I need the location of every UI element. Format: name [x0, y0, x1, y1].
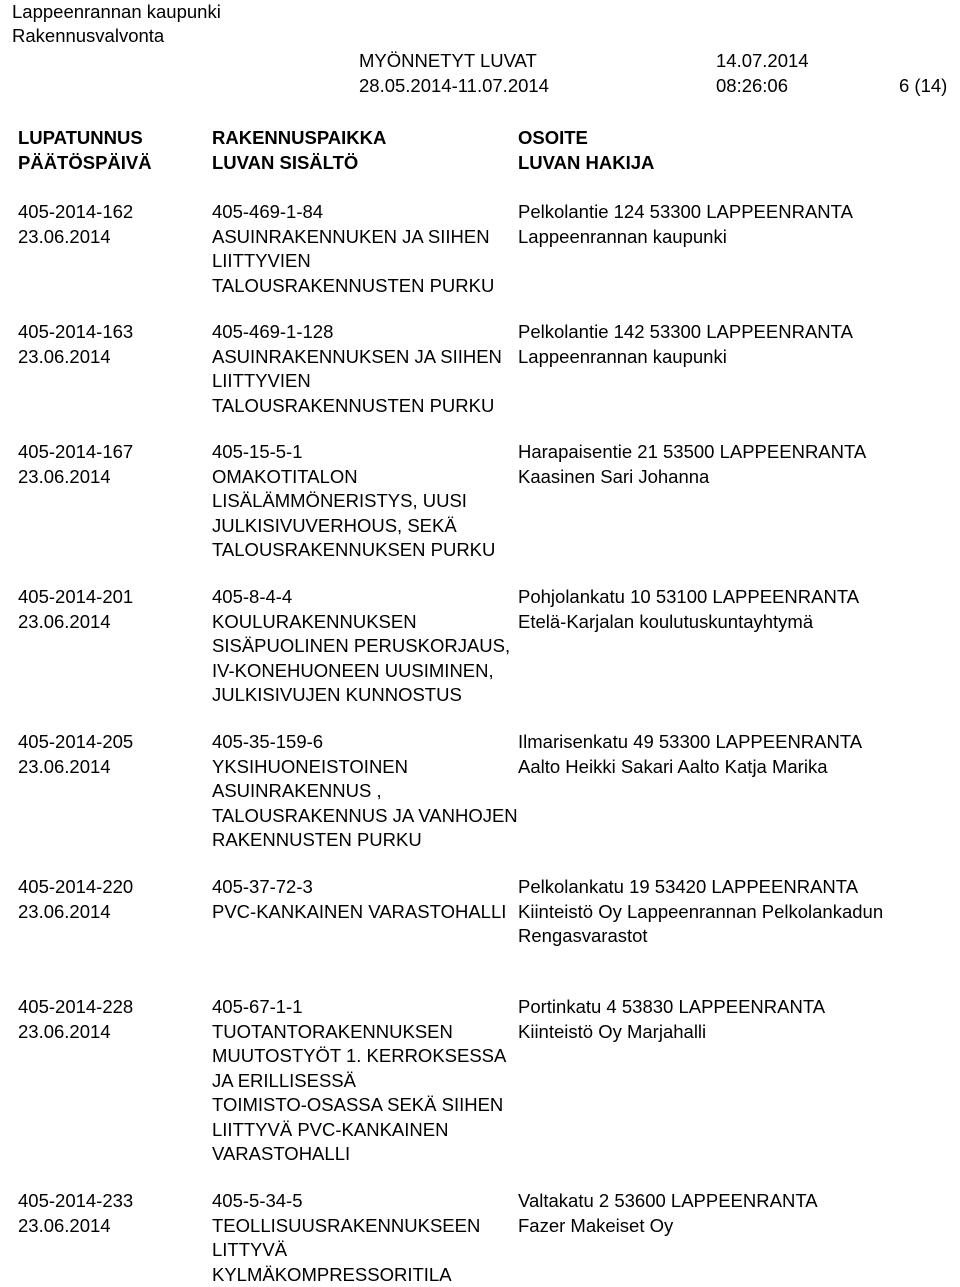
permit-content-line: JULKISIVUJEN KUNNOSTUS: [212, 683, 510, 708]
permit-site-cell: [212, 1189, 480, 1287]
decision-date: 23.06.2014: [18, 610, 133, 635]
building-site: 405-67-1-1: [212, 995, 506, 1020]
address: Ilmarisenkatu 49 53300 LAPPEENRANTA: [518, 730, 862, 755]
permit-content-line: JA ERILLISESSÄ: [212, 1069, 506, 1094]
page-number: 6 (14): [899, 74, 947, 99]
permit-id-cell: [18, 320, 133, 369]
permit-address-cell: [518, 440, 866, 489]
building-site: 405-469-1-128: [212, 320, 502, 345]
column-header-permit-content: LUVAN SISÄLTÖ: [212, 151, 386, 176]
applicant-line: Kaasinen Sari Johanna: [518, 465, 866, 490]
building-site: 405-35-159-6: [212, 730, 518, 755]
permit-content-line: TALOUSRAKENNUS JA VANHOJEN: [212, 804, 518, 829]
decision-date: 23.06.2014: [18, 1214, 133, 1239]
building-site: 405-37-72-3: [212, 875, 506, 900]
applicant-line: Lappeenrannan kaupunki: [518, 225, 853, 250]
permit-site-cell: [212, 320, 502, 418]
permit-address-cell: [518, 995, 825, 1044]
permit-address-cell: [518, 1189, 818, 1238]
column-header-building-site: RAKENNUSPAIKKA: [212, 126, 386, 151]
permit-content-line: VARASTOHALLI: [212, 1142, 506, 1167]
applicant-line: Kiinteistö Oy Marjahalli: [518, 1020, 825, 1045]
permit-content-line: PVC-KANKAINEN VARASTOHALLI: [212, 900, 506, 925]
building-site: 405-469-1-84: [212, 200, 494, 225]
decision-date: 23.06.2014: [18, 465, 133, 490]
permit-content-line: ASUINRAKENNUKSEN JA SIIHEN: [212, 345, 502, 370]
permit-id-cell: [18, 995, 133, 1044]
permit-id: 405-2014-162: [18, 200, 133, 225]
permit-id: 405-2014-220: [18, 875, 133, 900]
permit-content-line: YKSIHUONEISTOINEN: [212, 755, 518, 780]
permit-id: 405-2014-163: [18, 320, 133, 345]
permit-site-cell: [212, 200, 494, 298]
applicant-line: Kiinteistö Oy Lappeenrannan Pelkolankadun: [518, 900, 883, 925]
permit-content-line: MUUTOSTYÖT 1. KERROKSESSA: [212, 1044, 506, 1069]
permit-address-cell: [518, 730, 862, 779]
permit-content-line: KYLMÄKOMPRESSORITILA: [212, 1263, 480, 1287]
permit-id-cell: [18, 200, 133, 249]
building-site: 405-8-4-4: [212, 585, 510, 610]
applicant-line: Aalto Heikki Sakari Aalto Katja Marika: [518, 755, 862, 780]
building-site: 405-5-34-5: [212, 1189, 480, 1214]
permit-site-cell: [212, 585, 510, 708]
permit-content-line: TUOTANTORAKENNUKSEN: [212, 1020, 506, 1045]
permit-content-line: IV-KONEHUONEEN UUSIMINEN,: [212, 659, 510, 684]
permit-id: 405-2014-233: [18, 1189, 133, 1214]
column-header-applicant: LUVAN HAKIJA: [518, 151, 654, 176]
permit-id-cell: [18, 1189, 133, 1238]
column-header-decision-date: PÄÄTÖSPÄIVÄ: [18, 151, 152, 176]
permit-id-cell: [18, 875, 133, 924]
permit-content-line: KOULURAKENNUKSEN: [212, 610, 510, 635]
address: Harapaisentie 21 53500 LAPPEENRANTA: [518, 440, 866, 465]
permit-content-line: LIITTYVÄ PVC-KANKAINEN: [212, 1118, 506, 1143]
permit-content-line: LIITTYVIEN: [212, 249, 494, 274]
permit-content-line: TOIMISTO-OSASSA SEKÄ SIIHEN: [212, 1093, 506, 1118]
column-header-site: [212, 126, 386, 175]
report-date: 14.07.2014: [716, 49, 809, 74]
permit-address-cell: [518, 875, 883, 949]
permit-content-line: JULKISIVUVERHOUS, SEKÄ: [212, 514, 495, 539]
applicant-line: Lappeenrannan kaupunki: [518, 345, 853, 370]
permit-site-cell: [212, 875, 506, 924]
applicant-line: Etelä-Karjalan koulutuskuntayhtymä: [518, 610, 859, 635]
permit-address-cell: [518, 200, 853, 249]
decision-date: 23.06.2014: [18, 225, 133, 250]
column-header-permit: [18, 126, 152, 175]
report-period: 28.05.2014-11.07.2014: [359, 74, 549, 99]
org-name: Lappeenrannan kaupunki: [12, 0, 221, 25]
permit-content-line: LISÄLÄMMÖNERISTYS, UUSI: [212, 489, 495, 514]
permit-id: 405-2014-228: [18, 995, 133, 1020]
permit-address-cell: [518, 585, 859, 634]
column-header-permit-id: LUPATUNNUS: [18, 126, 152, 151]
decision-date: 23.06.2014: [18, 345, 133, 370]
permit-id-cell: [18, 585, 133, 634]
permit-content-line: TALOUSRAKENNUSTEN PURKU: [212, 274, 494, 299]
address: Pohjolankatu 10 53100 LAPPEENRANTA: [518, 585, 859, 610]
permit-content-line: ASUINRAKENNUKEN JA SIIHEN: [212, 225, 494, 250]
permit-content-line: ASUINRAKENNUS ,: [212, 779, 518, 804]
permit-id-cell: [18, 440, 133, 489]
address: Portinkatu 4 53830 LAPPEENRANTA: [518, 995, 825, 1020]
applicant-line: Rengasvarastot: [518, 924, 883, 949]
permit-id-cell: [18, 730, 133, 779]
permit-site-cell: [212, 730, 518, 853]
decision-date: 23.06.2014: [18, 900, 133, 925]
permit-id: 405-2014-167: [18, 440, 133, 465]
permit-site-cell: [212, 995, 506, 1167]
permit-id: 405-2014-205: [18, 730, 133, 755]
applicant-line: Fazer Makeiset Oy: [518, 1214, 818, 1239]
report-title: MYÖNNETYT LUVAT: [359, 49, 537, 74]
department-name: Rakennusvalvonta: [12, 24, 164, 49]
permit-site-cell: [212, 440, 495, 563]
column-header-address-label: OSOITE: [518, 126, 654, 151]
permit-content-line: OMAKOTITALON: [212, 465, 495, 490]
address: Pelkolantie 142 53300 LAPPEENRANTA: [518, 320, 853, 345]
column-header-address: [518, 126, 654, 175]
address: Pelkolankatu 19 53420 LAPPEENRANTA: [518, 875, 883, 900]
permit-content-line: LIITTYVIEN: [212, 369, 502, 394]
permit-content-line: TALOUSRAKENNUSTEN PURKU: [212, 394, 502, 419]
permit-address-cell: [518, 320, 853, 369]
report-time: 08:26:06: [716, 74, 788, 99]
address: Pelkolantie 124 53300 LAPPEENRANTA: [518, 200, 853, 225]
permit-id: 405-2014-201: [18, 585, 133, 610]
permit-content-line: SISÄPUOLINEN PERUSKORJAUS,: [212, 634, 510, 659]
address: Valtakatu 2 53600 LAPPEENRANTA: [518, 1189, 818, 1214]
permit-content-line: TEOLLISUUSRAKENNUKSEEN: [212, 1214, 480, 1239]
permit-content-line: RAKENNUSTEN PURKU: [212, 828, 518, 853]
permit-content-line: TALOUSRAKENNUKSEN PURKU: [212, 538, 495, 563]
decision-date: 23.06.2014: [18, 755, 133, 780]
building-site: 405-15-5-1: [212, 440, 495, 465]
decision-date: 23.06.2014: [18, 1020, 133, 1045]
permit-content-line: LITTYVÄ: [212, 1238, 480, 1263]
